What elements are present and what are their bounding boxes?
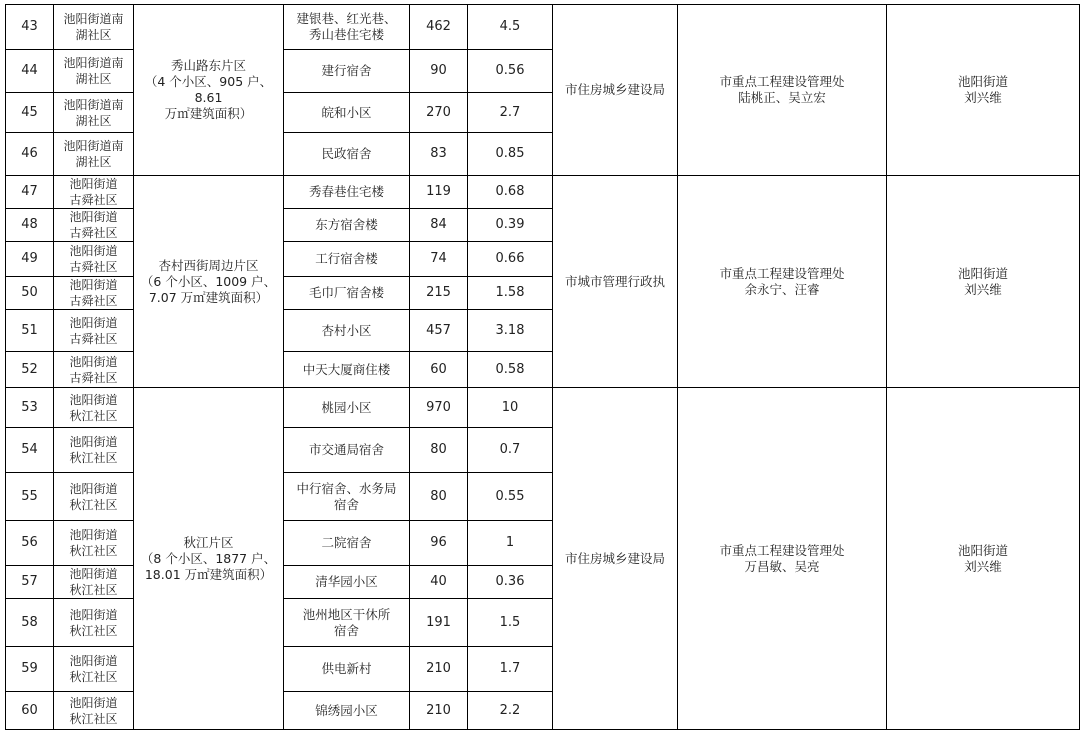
- area-cell: 0.39: [468, 209, 553, 242]
- row-number: 47: [6, 176, 54, 209]
- row-number: 46: [6, 133, 54, 176]
- community-cell: 池阳街道 秋江社区: [54, 428, 134, 473]
- row-number: 44: [6, 50, 54, 93]
- households-cell: 80: [410, 473, 468, 521]
- table-row: [6, 176, 1080, 209]
- area-cell: 3.18: [468, 310, 553, 352]
- households-cell: 457: [410, 310, 468, 352]
- community-cell: 池阳街道 古舜社区: [54, 277, 134, 310]
- project-cell: 锦绣园小区: [284, 692, 410, 730]
- row-number: 57: [6, 566, 54, 599]
- row-number: 48: [6, 209, 54, 242]
- row-number: 58: [6, 599, 54, 647]
- project-cell: 市交通局宿舍: [284, 428, 410, 473]
- community-cell: 池阳街道 古舜社区: [54, 352, 134, 388]
- row-number: 52: [6, 352, 54, 388]
- households-cell: 40: [410, 566, 468, 599]
- area-cell: 1: [468, 521, 553, 566]
- row-number: 51: [6, 310, 54, 352]
- row-number: 53: [6, 388, 54, 428]
- street-cell: 池阳街道 刘兴维: [887, 388, 1080, 730]
- households-cell: 60: [410, 352, 468, 388]
- row-number: 49: [6, 242, 54, 277]
- area-cell: 2.7: [468, 93, 553, 133]
- area-cell: 1.5: [468, 599, 553, 647]
- project-cell: 中行宿舍、水务局 宿舍: [284, 473, 410, 521]
- district-cell: 杏村西街周边片区 （6 个小区、1009 户、 7.07 万㎡建筑面积）: [134, 176, 284, 388]
- project-cell: 中天大厦商住楼: [284, 352, 410, 388]
- area-cell: 0.55: [468, 473, 553, 521]
- row-number: 50: [6, 277, 54, 310]
- district-cell: 秀山路东片区 （4 个小区、905 户、8.61 万㎡建筑面积）: [134, 5, 284, 176]
- households-cell: 462: [410, 5, 468, 50]
- project-cell: 建行宿舍: [284, 50, 410, 93]
- row-number: 43: [6, 5, 54, 50]
- table-row: [6, 5, 1080, 50]
- street-cell: 池阳街道 刘兴维: [887, 176, 1080, 388]
- project-cell: 东方宿舍楼: [284, 209, 410, 242]
- households-cell: 215: [410, 277, 468, 310]
- renovation-table: [5, 4, 1080, 730]
- community-cell: 池阳街道 秋江社区: [54, 521, 134, 566]
- project-cell: 秀春巷住宅楼: [284, 176, 410, 209]
- households-cell: 80: [410, 428, 468, 473]
- community-cell: 池阳街道南 湖社区: [54, 93, 134, 133]
- lead-unit-cell: 市住房城乡建设局: [553, 5, 678, 176]
- row-number: 54: [6, 428, 54, 473]
- community-cell: 池阳街道 古舜社区: [54, 242, 134, 277]
- households-cell: 970: [410, 388, 468, 428]
- community-cell: 池阳街道南 湖社区: [54, 133, 134, 176]
- households-cell: 74: [410, 242, 468, 277]
- area-cell: 0.66: [468, 242, 553, 277]
- households-cell: 84: [410, 209, 468, 242]
- row-number: 60: [6, 692, 54, 730]
- community-cell: 池阳街道 古舜社区: [54, 209, 134, 242]
- responsible-cell: 市重点工程建设管理处 余永宁、汪睿: [678, 176, 887, 388]
- area-cell: 0.7: [468, 428, 553, 473]
- district-cell: 秋江片区 （8 个小区、1877 户、 18.01 万㎡建筑面积）: [134, 388, 284, 730]
- community-cell: 池阳街道 古舜社区: [54, 310, 134, 352]
- area-cell: 0.58: [468, 352, 553, 388]
- project-cell: 池州地区干休所 宿舍: [284, 599, 410, 647]
- row-number: 55: [6, 473, 54, 521]
- project-cell: 工行宿舍楼: [284, 242, 410, 277]
- area-cell: 1.7: [468, 647, 553, 692]
- area-cell: 0.36: [468, 566, 553, 599]
- row-number: 45: [6, 93, 54, 133]
- lead-unit-cell: 市城市管理行政执: [553, 176, 678, 388]
- households-cell: 210: [410, 647, 468, 692]
- community-cell: 池阳街道 秋江社区: [54, 388, 134, 428]
- area-cell: 4.5: [468, 5, 553, 50]
- community-cell: 池阳街道南 湖社区: [54, 50, 134, 93]
- row-number: 59: [6, 647, 54, 692]
- area-cell: 1.58: [468, 277, 553, 310]
- area-cell: 10: [468, 388, 553, 428]
- project-cell: 杏村小区: [284, 310, 410, 352]
- households-cell: 90: [410, 50, 468, 93]
- households-cell: 83: [410, 133, 468, 176]
- lead-unit-cell: 市住房城乡建设局: [553, 388, 678, 730]
- table-row: [6, 388, 1080, 428]
- project-cell: 民政宿舍: [284, 133, 410, 176]
- project-cell: 毛巾厂宿舍楼: [284, 277, 410, 310]
- community-cell: 池阳街道 秋江社区: [54, 599, 134, 647]
- responsible-cell: 市重点工程建设管理处 陆桃正、吴立宏: [678, 5, 887, 176]
- street-cell: 池阳街道 刘兴维: [887, 5, 1080, 176]
- project-cell: 清华园小区: [284, 566, 410, 599]
- project-cell: 供电新村: [284, 647, 410, 692]
- community-cell: 池阳街道 秋江社区: [54, 473, 134, 521]
- households-cell: 210: [410, 692, 468, 730]
- community-cell: 池阳街道 秋江社区: [54, 647, 134, 692]
- responsible-cell: 市重点工程建设管理处 万昌敏、吴亮: [678, 388, 887, 730]
- community-cell: 池阳街道 古舜社区: [54, 176, 134, 209]
- project-cell: 建银巷、红光巷、 秀山巷住宅楼: [284, 5, 410, 50]
- project-cell: 二院宿舍: [284, 521, 410, 566]
- community-cell: 池阳街道南 湖社区: [54, 5, 134, 50]
- area-cell: 0.68: [468, 176, 553, 209]
- project-cell: 皖和小区: [284, 93, 410, 133]
- households-cell: 191: [410, 599, 468, 647]
- area-cell: 0.56: [468, 50, 553, 93]
- households-cell: 119: [410, 176, 468, 209]
- project-cell: 桃园小区: [284, 388, 410, 428]
- households-cell: 96: [410, 521, 468, 566]
- area-cell: 0.85: [468, 133, 553, 176]
- households-cell: 270: [410, 93, 468, 133]
- area-cell: 2.2: [468, 692, 553, 730]
- community-cell: 池阳街道 秋江社区: [54, 692, 134, 730]
- community-cell: 池阳街道 秋江社区: [54, 566, 134, 599]
- row-number: 56: [6, 521, 54, 566]
